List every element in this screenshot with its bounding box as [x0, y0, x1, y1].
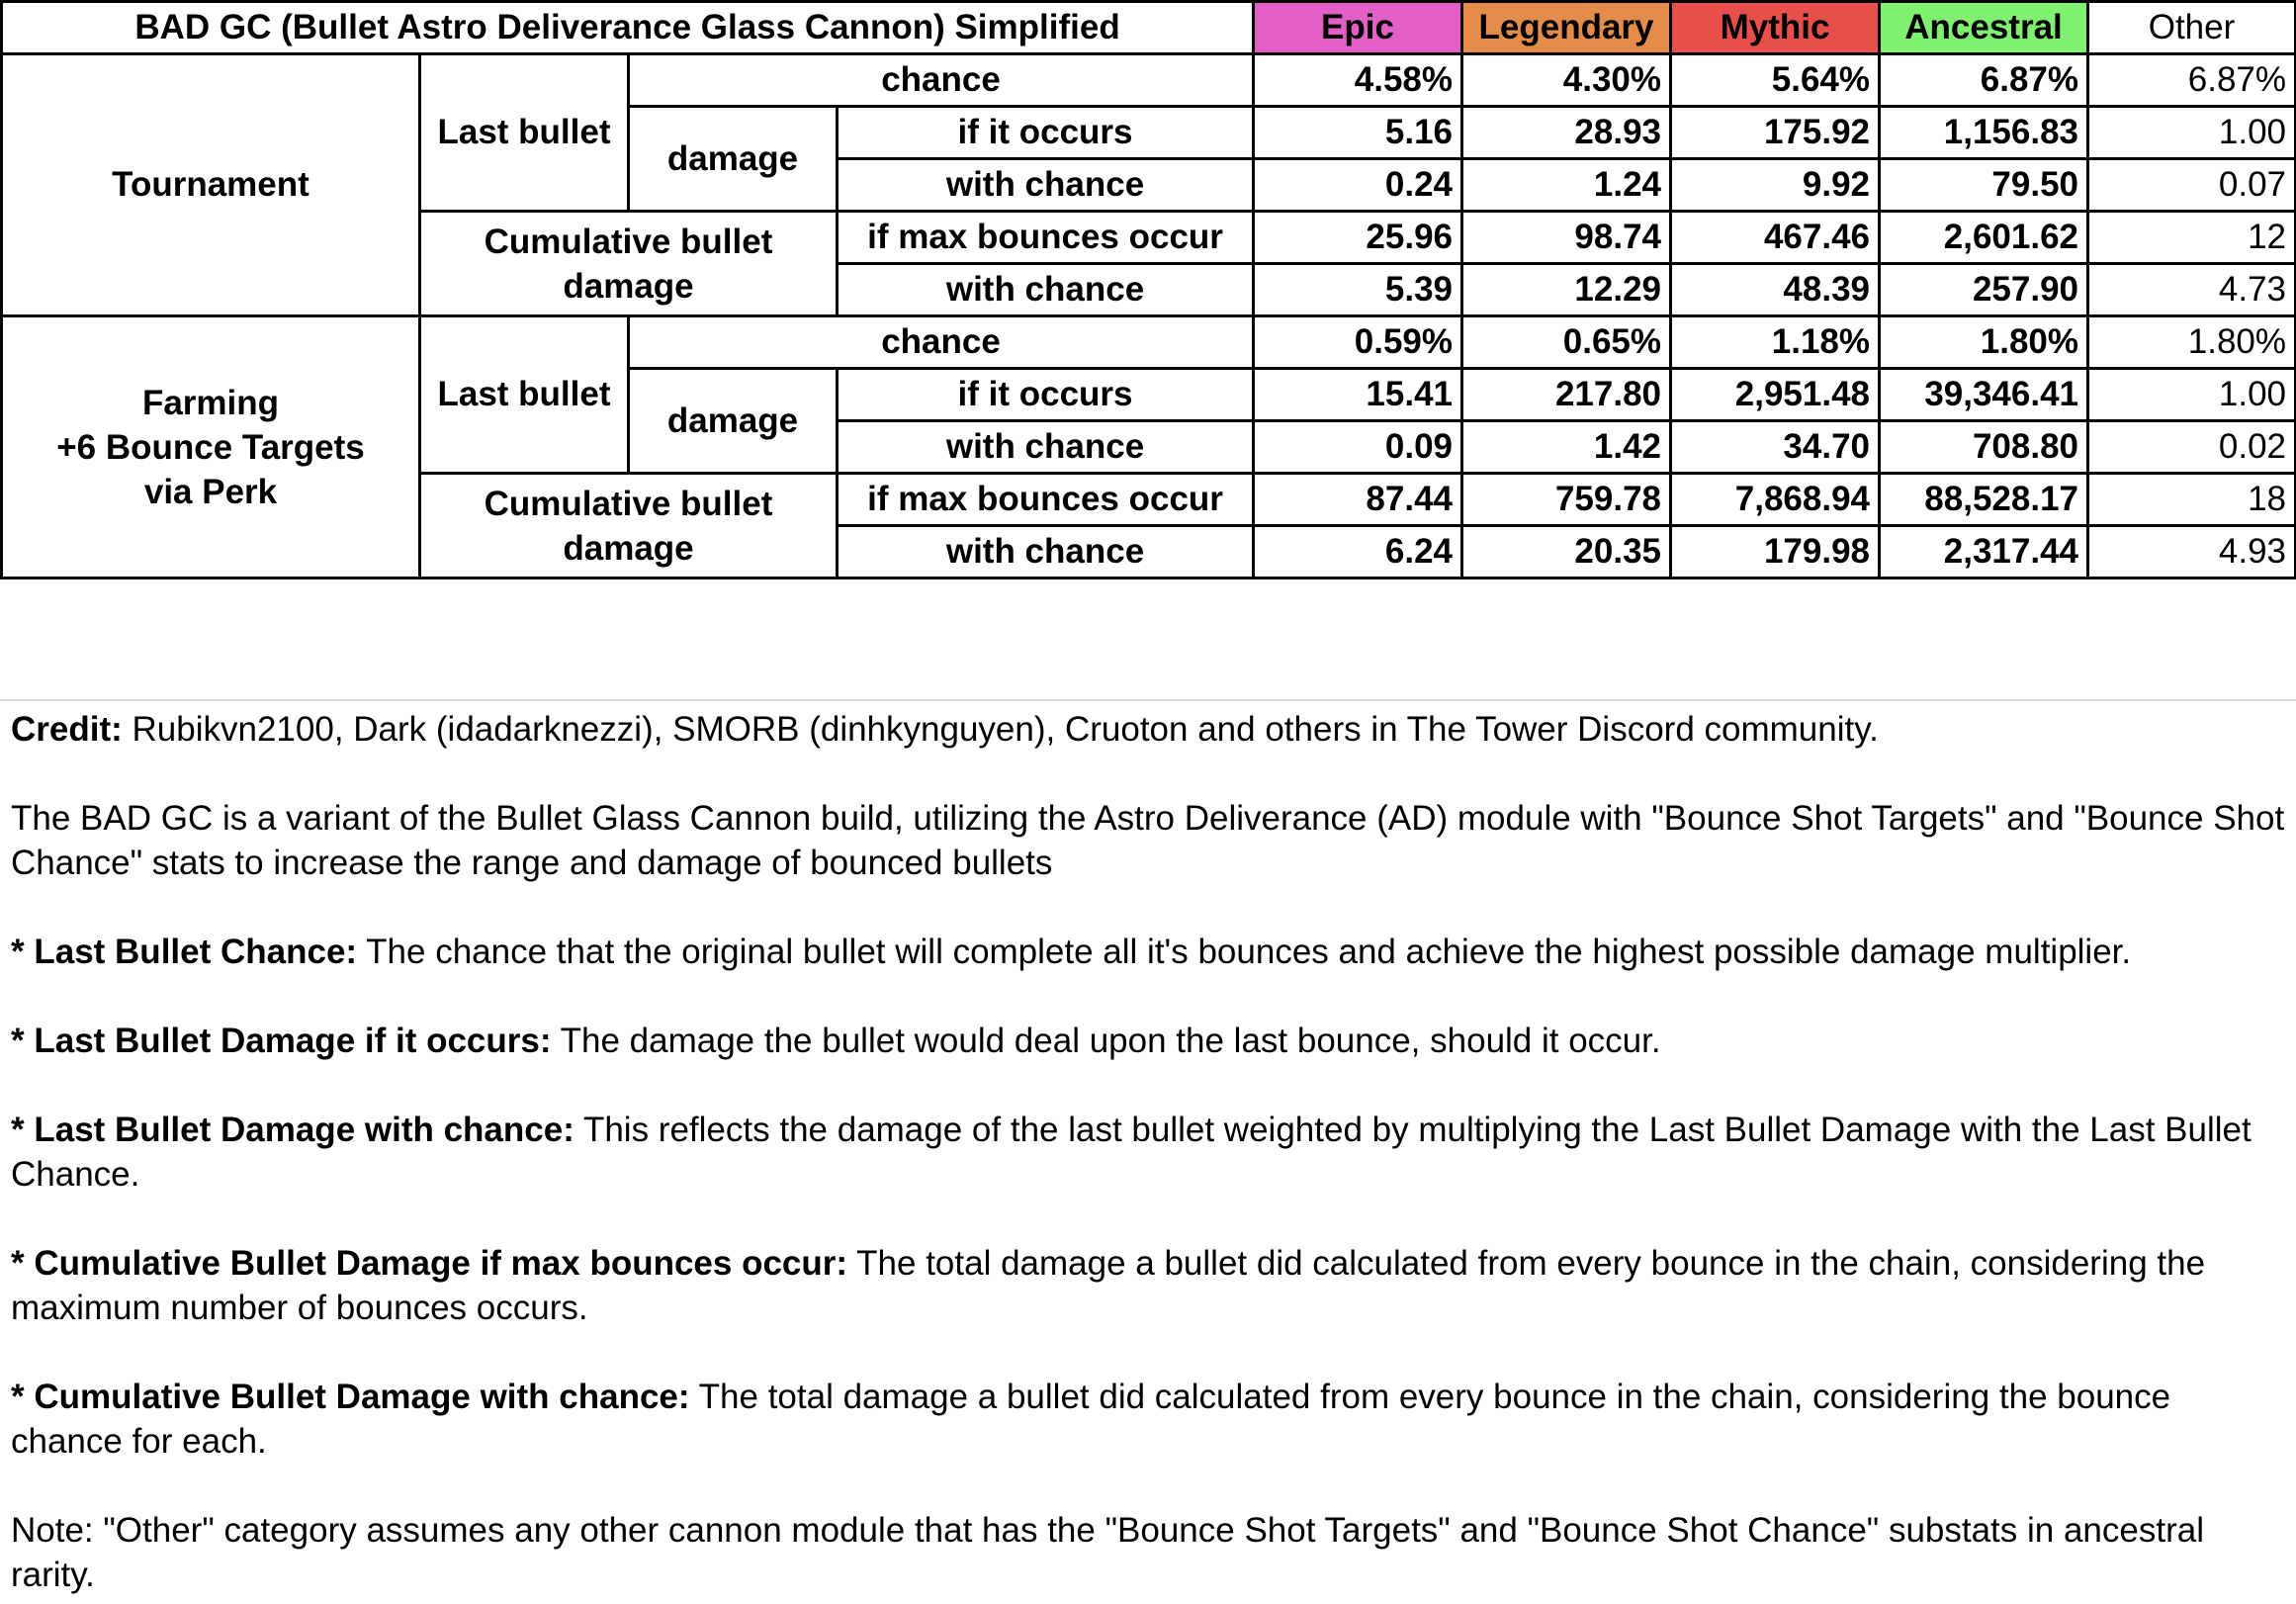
definition-label: * Last Bullet Damage with chance: [11, 1111, 574, 1149]
row-label-chance: chance [629, 54, 1254, 107]
blank-spacer-row [0, 643, 2296, 701]
cell-value: 1.80% [2088, 316, 2296, 369]
row-label-with-chance: with chance [838, 264, 1254, 316]
col-header-epic: Epic [1254, 2, 1462, 54]
cumulative-label-line1: Cumulative bullet [484, 222, 773, 261]
credit-label: Credit: [11, 710, 123, 749]
cell-value: 87.44 [1254, 474, 1462, 526]
section-label-farming [2, 316, 420, 579]
col-header-ancestral: Ancestral [1880, 2, 2088, 54]
cell-value: 88,528.17 [1880, 474, 2088, 526]
cell-value: 34.70 [1671, 421, 1880, 474]
cell-value: 1.80% [1880, 316, 2088, 369]
row-label-if-it-occurs: if it occurs [838, 107, 1254, 159]
cell-value: 179.98 [1671, 526, 1880, 579]
table-title: BAD GC (Bullet Astro Deliverance Glass Cannon) Simplified [2, 2, 1254, 54]
cell-value: 0.02 [2088, 421, 2296, 474]
cell-value: 6.87% [1880, 54, 2088, 107]
bad-gc-table [0, 0, 2296, 579]
cell-value: 2,951.48 [1671, 369, 1880, 421]
cell-value: 4.93 [2088, 526, 2296, 579]
definition-last-bullet-damage-with-chance [11, 1108, 2285, 1197]
cell-value: 18 [2088, 474, 2296, 526]
row-group-damage: damage [629, 107, 838, 212]
cell-value: 0.07 [2088, 159, 2296, 212]
cumulative-label-line2: damage [563, 528, 694, 568]
cell-value: 12.29 [1462, 264, 1671, 316]
cell-value: 1.24 [1462, 159, 1671, 212]
cell-value: 175.92 [1671, 107, 1880, 159]
table-row [2, 316, 2296, 369]
notes-section [11, 707, 2285, 1597]
cell-value: 28.93 [1462, 107, 1671, 159]
cumulative-label-line2: damage [563, 266, 694, 306]
cell-value: 5.39 [1254, 264, 1462, 316]
row-label-if-max-bounces: if max bounces occur [838, 212, 1254, 264]
credit-line [11, 707, 2285, 752]
definition-label: * Cumulative Bullet Damage with chance: [11, 1378, 690, 1416]
row-label-if-max-bounces: if max bounces occur [838, 474, 1254, 526]
definition-text: The total damage a bullet did calculated from every bounce in the chain, considering the maximum number of bounces occurs. [11, 1244, 2206, 1327]
cell-value: 2,601.62 [1880, 212, 2088, 264]
cell-value: 467.46 [1671, 212, 1880, 264]
cell-value: 48.39 [1671, 264, 1880, 316]
cell-value: 708.80 [1880, 421, 2088, 474]
cell-value: 0.65% [1462, 316, 1671, 369]
cell-value: 9.92 [1671, 159, 1880, 212]
cell-value: 759.78 [1462, 474, 1671, 526]
header-row [2, 2, 2296, 54]
cell-value: 20.35 [1462, 526, 1671, 579]
definition-label: * Last Bullet Chance: [11, 933, 358, 971]
row-group-last-bullet: Last bullet [420, 54, 629, 212]
col-header-other: Other [2088, 2, 2296, 54]
cell-value: 4.73 [2088, 264, 2296, 316]
row-label-with-chance: with chance [838, 421, 1254, 474]
cell-value: 79.50 [1880, 159, 2088, 212]
row-group-cumulative [420, 474, 838, 579]
row-label-if-it-occurs: if it occurs [838, 369, 1254, 421]
definition-text: This reflects the damage of the last bullet weighted by multiplying the Last Bullet Damage with the Last Bullet Chance. [11, 1111, 2252, 1194]
cumulative-label-line1: Cumulative bullet [484, 484, 773, 523]
intro-paragraph: The BAD GC is a variant of the Bullet Glass Cannon build, utilizing the Astro Deliverance (AD) module with "Bounce Shot Targets" and "Bounce Shot Chance" stats to increase the range and damage of bounced bullets [11, 799, 2285, 882]
cell-value: 6.87% [2088, 54, 2296, 107]
cell-value: 4.30% [1462, 54, 1671, 107]
cell-value: 6.24 [1254, 526, 1462, 579]
credit-text: Rubikvn2100, Dark (idadarknezzi), SMORB (dinhkynguyen), Cruoton and others in The Tower Discord community. [122, 710, 1879, 749]
cell-value: 15.41 [1254, 369, 1462, 421]
cell-value: 7,868.94 [1671, 474, 1880, 526]
cell-value: 2,317.44 [1880, 526, 2088, 579]
col-header-mythic: Mythic [1671, 2, 1880, 54]
cell-value: 25.96 [1254, 212, 1462, 264]
row-label-with-chance: with chance [838, 159, 1254, 212]
definition-text: The damage the bullet would deal upon the last bounce, should it occur. [551, 1022, 1661, 1060]
cell-value: 98.74 [1462, 212, 1671, 264]
col-header-legendary: Legendary [1462, 2, 1671, 54]
cell-value: 0.09 [1254, 421, 1462, 474]
definition-cumulative-max-bounces [11, 1241, 2285, 1330]
table-row [2, 54, 2296, 107]
cell-value: 217.80 [1462, 369, 1671, 421]
cell-value: 257.90 [1880, 264, 2088, 316]
cell-value: 0.24 [1254, 159, 1462, 212]
row-group-cumulative [420, 212, 838, 316]
farming-label-line2: +6 Bounce Targets [56, 427, 365, 467]
cell-value: 5.16 [1254, 107, 1462, 159]
definition-text: The chance that the original bullet will complete all it's bounces and achieve the highest possible damage multiplier. [357, 933, 2132, 971]
cell-value: 1.00 [2088, 107, 2296, 159]
cell-value: 0.59% [1254, 316, 1462, 369]
cell-value: 12 [2088, 212, 2296, 264]
cell-value: 39,346.41 [1880, 369, 2088, 421]
row-group-last-bullet: Last bullet [420, 316, 629, 474]
cell-value: 5.64% [1671, 54, 1880, 107]
row-label-with-chance: with chance [838, 526, 1254, 579]
row-label-chance: chance [629, 316, 1254, 369]
definition-text: The total damage a bullet did calculated from every bounce in the chain, considering the bounce chance for each. [11, 1378, 2171, 1461]
definition-label: * Cumulative Bullet Damage if max bounces occur: [11, 1244, 848, 1283]
note-paragraph: Note: "Other" category assumes any other cannon module that has the "Bounce Shot Targets" and "Bounce Shot Chance" substats in ancestral rarity. [11, 1511, 2204, 1594]
farming-label-line3: via Perk [143, 472, 278, 511]
cell-value: 1,156.83 [1880, 107, 2088, 159]
cell-value: 1.42 [1462, 421, 1671, 474]
definition-cumulative-with-chance [11, 1375, 2285, 1464]
definition-last-bullet-damage-if-occurs [11, 1019, 2285, 1063]
definition-label: * Last Bullet Damage if it occurs: [11, 1022, 552, 1060]
definition-last-bullet-chance [11, 930, 2285, 974]
cell-value: 1.18% [1671, 316, 1880, 369]
cell-value: 1.00 [2088, 369, 2296, 421]
section-label-tournament: Tournament [2, 54, 420, 316]
farming-label-line1: Farming [141, 383, 280, 422]
row-group-damage: damage [629, 369, 838, 474]
cell-value: 4.58% [1254, 54, 1462, 107]
